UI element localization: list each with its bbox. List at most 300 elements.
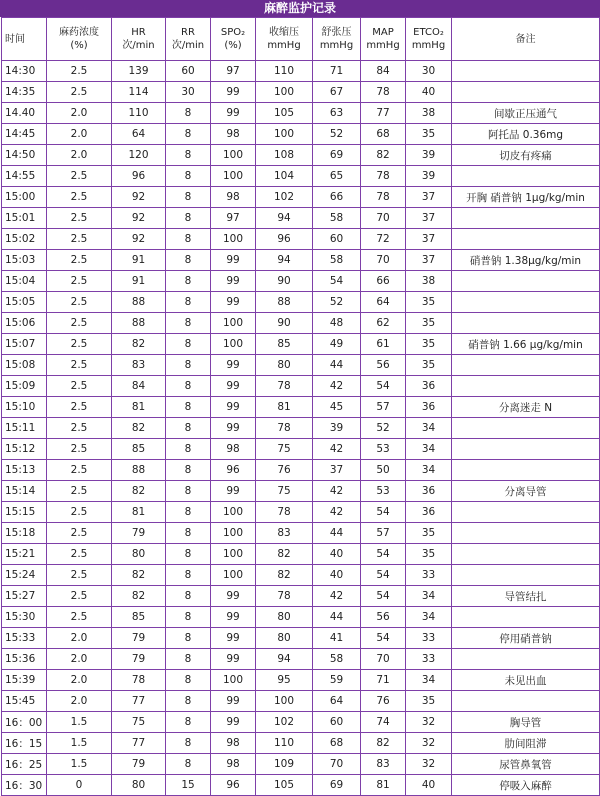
cell-spo2: 99 (211, 628, 256, 649)
cell-note: 分离迷走 N (452, 397, 600, 418)
cell-heart-rate: 77 (112, 733, 166, 754)
cell-heart-rate: 80 (112, 775, 166, 796)
cell-mean-arterial-pressure: 56 (361, 607, 406, 628)
cell-time: 15:10 (2, 397, 47, 418)
table-row (2, 775, 600, 796)
cell-diastolic-pressure: 42 (313, 586, 361, 607)
cell-anesthetic-concentration: 2.5 (47, 418, 112, 439)
cell-heart-rate: 80 (112, 544, 166, 565)
cell-note: 导管结扎 (452, 586, 600, 607)
table-row (2, 187, 600, 208)
cell-systolic-pressure: 102 (256, 712, 313, 733)
cell-respiratory-rate: 60 (166, 61, 211, 82)
cell-time: 15:09 (2, 376, 47, 397)
cell-time: 14.40 (2, 103, 47, 124)
header-anesthetic-concentration-line: (%) (70, 40, 88, 51)
cell-heart-rate: 88 (112, 313, 166, 334)
cell-mean-arterial-pressure: 53 (361, 481, 406, 502)
cell-mean-arterial-pressure: 71 (361, 670, 406, 691)
cell-anesthetic-concentration: 1.5 (47, 733, 112, 754)
cell-time: 15:11 (2, 418, 47, 439)
cell-mean-arterial-pressure: 82 (361, 733, 406, 754)
cell-time: 15:21 (2, 544, 47, 565)
cell-diastolic-pressure: 44 (313, 355, 361, 376)
cell-etco2: 35 (406, 691, 452, 712)
monitoring-table (1, 17, 600, 796)
table-row (2, 565, 600, 586)
cell-time: 15:30 (2, 607, 47, 628)
cell-anesthetic-concentration: 2.5 (47, 271, 112, 292)
cell-respiratory-rate: 8 (166, 229, 211, 250)
cell-respiratory-rate: 8 (166, 544, 211, 565)
cell-spo2: 99 (211, 607, 256, 628)
cell-etco2: 34 (406, 670, 452, 691)
cell-anesthetic-concentration: 2.5 (47, 502, 112, 523)
cell-respiratory-rate: 8 (166, 691, 211, 712)
cell-systolic-pressure: 102 (256, 187, 313, 208)
cell-diastolic-pressure: 52 (313, 292, 361, 313)
cell-heart-rate: 84 (112, 376, 166, 397)
cell-respiratory-rate: 8 (166, 250, 211, 271)
cell-heart-rate: 85 (112, 439, 166, 460)
cell-etco2: 33 (406, 628, 452, 649)
cell-mean-arterial-pressure: 76 (361, 691, 406, 712)
cell-heart-rate: 79 (112, 523, 166, 544)
cell-systolic-pressure: 83 (256, 523, 313, 544)
cell-note (452, 229, 600, 250)
cell-note (452, 376, 600, 397)
cell-diastolic-pressure: 66 (313, 187, 361, 208)
cell-heart-rate: 92 (112, 229, 166, 250)
cell-etco2: 36 (406, 397, 452, 418)
cell-diastolic-pressure: 70 (313, 754, 361, 775)
cell-note: 停用硝普钠 (452, 628, 600, 649)
cell-etco2: 40 (406, 775, 452, 796)
cell-spo2: 100 (211, 502, 256, 523)
cell-diastolic-pressure: 48 (313, 313, 361, 334)
cell-etco2: 35 (406, 124, 452, 145)
cell-respiratory-rate: 8 (166, 607, 211, 628)
cell-diastolic-pressure: 54 (313, 271, 361, 292)
table-row (2, 481, 600, 502)
cell-mean-arterial-pressure: 54 (361, 376, 406, 397)
cell-mean-arterial-pressure: 61 (361, 334, 406, 355)
cell-systolic-pressure: 105 (256, 103, 313, 124)
cell-time: 15:00 (2, 187, 47, 208)
cell-mean-arterial-pressure: 70 (361, 208, 406, 229)
cell-time: 15:06 (2, 313, 47, 334)
cell-diastolic-pressure: 42 (313, 439, 361, 460)
cell-time: 15:24 (2, 565, 47, 586)
cell-note (452, 418, 600, 439)
cell-respiratory-rate: 8 (166, 208, 211, 229)
table-row (2, 61, 600, 82)
table-row (2, 229, 600, 250)
cell-mean-arterial-pressure: 68 (361, 124, 406, 145)
cell-time: 14:35 (2, 82, 47, 103)
cell-time: 15:36 (2, 649, 47, 670)
cell-mean-arterial-pressure: 83 (361, 754, 406, 775)
cell-note: 未见出血 (452, 670, 600, 691)
cell-note: 停吸入麻醉 (452, 775, 600, 796)
cell-diastolic-pressure: 44 (313, 607, 361, 628)
header-respiratory-rate (166, 18, 211, 61)
cell-heart-rate: 79 (112, 628, 166, 649)
cell-diastolic-pressure: 67 (313, 82, 361, 103)
cell-anesthetic-concentration: 2.5 (47, 544, 112, 565)
cell-heart-rate: 114 (112, 82, 166, 103)
cell-time: 15:15 (2, 502, 47, 523)
cell-anesthetic-concentration: 2.5 (47, 565, 112, 586)
cell-mean-arterial-pressure: 54 (361, 586, 406, 607)
cell-respiratory-rate: 8 (166, 313, 211, 334)
cell-note: 切皮有疼痛 (452, 145, 600, 166)
cell-diastolic-pressure: 39 (313, 418, 361, 439)
cell-diastolic-pressure: 45 (313, 397, 361, 418)
cell-anesthetic-concentration: 2.5 (47, 313, 112, 334)
cell-etco2: 35 (406, 544, 452, 565)
table-row (2, 376, 600, 397)
cell-time: 14:30 (2, 61, 47, 82)
cell-anesthetic-concentration: 2.5 (47, 586, 112, 607)
cell-mean-arterial-pressure: 50 (361, 460, 406, 481)
cell-respiratory-rate: 8 (166, 523, 211, 544)
cell-diastolic-pressure: 60 (313, 712, 361, 733)
cell-etco2: 35 (406, 523, 452, 544)
cell-diastolic-pressure: 42 (313, 502, 361, 523)
cell-mean-arterial-pressure: 57 (361, 523, 406, 544)
cell-systolic-pressure: 110 (256, 61, 313, 82)
cell-respiratory-rate: 8 (166, 754, 211, 775)
cell-heart-rate: 64 (112, 124, 166, 145)
cell-note (452, 313, 600, 334)
cell-respiratory-rate: 8 (166, 628, 211, 649)
table-row (2, 754, 600, 775)
cell-spo2: 100 (211, 334, 256, 355)
table-row (2, 628, 600, 649)
cell-diastolic-pressure: 68 (313, 733, 361, 754)
cell-respiratory-rate: 8 (166, 649, 211, 670)
cell-respiratory-rate: 8 (166, 565, 211, 586)
cell-spo2: 98 (211, 187, 256, 208)
cell-etco2: 35 (406, 292, 452, 313)
table-row (2, 649, 600, 670)
cell-anesthetic-concentration: 2.5 (47, 250, 112, 271)
cell-mean-arterial-pressure: 62 (361, 313, 406, 334)
table-row (2, 460, 600, 481)
cell-anesthetic-concentration: 2.5 (47, 187, 112, 208)
cell-systolic-pressure: 94 (256, 250, 313, 271)
cell-heart-rate: 82 (112, 565, 166, 586)
header-anesthetic-concentration (47, 18, 112, 61)
table-row (2, 607, 600, 628)
cell-anesthetic-concentration: 2.5 (47, 334, 112, 355)
cell-spo2: 99 (211, 586, 256, 607)
cell-time: 15:39 (2, 670, 47, 691)
cell-respiratory-rate: 8 (166, 586, 211, 607)
cell-note (452, 565, 600, 586)
cell-note (452, 355, 600, 376)
header-systolic-pressure (256, 18, 313, 61)
cell-note (452, 691, 600, 712)
cell-heart-rate: 79 (112, 649, 166, 670)
cell-heart-rate: 92 (112, 208, 166, 229)
cell-diastolic-pressure: 52 (313, 124, 361, 145)
cell-heart-rate: 91 (112, 271, 166, 292)
cell-etco2: 34 (406, 418, 452, 439)
cell-spo2: 99 (211, 691, 256, 712)
cell-etco2: 37 (406, 208, 452, 229)
cell-respiratory-rate: 15 (166, 775, 211, 796)
cell-heart-rate: 110 (112, 103, 166, 124)
cell-note: 阿托品 0.36mg (452, 124, 600, 145)
cell-systolic-pressure: 80 (256, 628, 313, 649)
cell-mean-arterial-pressure: 53 (361, 439, 406, 460)
cell-diastolic-pressure: 71 (313, 61, 361, 82)
header-note-line: 备注 (515, 33, 536, 45)
cell-etco2: 33 (406, 565, 452, 586)
cell-systolic-pressure: 85 (256, 334, 313, 355)
cell-etco2: 39 (406, 145, 452, 166)
cell-heart-rate: 82 (112, 586, 166, 607)
cell-anesthetic-concentration: 2.5 (47, 397, 112, 418)
cell-systolic-pressure: 76 (256, 460, 313, 481)
cell-mean-arterial-pressure: 54 (361, 628, 406, 649)
header-time (2, 18, 47, 61)
cell-spo2: 99 (211, 397, 256, 418)
table-row (2, 670, 600, 691)
cell-mean-arterial-pressure: 54 (361, 565, 406, 586)
header-etco2-line: mmHg (411, 40, 446, 51)
cell-note (452, 649, 600, 670)
cell-note (452, 208, 600, 229)
cell-etco2: 38 (406, 271, 452, 292)
cell-heart-rate: 78 (112, 670, 166, 691)
table-row (2, 733, 600, 754)
cell-etco2: 37 (406, 250, 452, 271)
cell-anesthetic-concentration: 1.5 (47, 712, 112, 733)
cell-systolic-pressure: 109 (256, 754, 313, 775)
table-row (2, 145, 600, 166)
cell-spo2: 98 (211, 439, 256, 460)
cell-respiratory-rate: 8 (166, 166, 211, 187)
cell-systolic-pressure: 82 (256, 565, 313, 586)
cell-respiratory-rate: 8 (166, 397, 211, 418)
cell-etco2: 30 (406, 61, 452, 82)
cell-systolic-pressure: 78 (256, 376, 313, 397)
cell-respiratory-rate: 8 (166, 271, 211, 292)
cell-spo2: 97 (211, 61, 256, 82)
cell-spo2: 99 (211, 271, 256, 292)
cell-systolic-pressure: 90 (256, 271, 313, 292)
table-row (2, 313, 600, 334)
table-row (2, 397, 600, 418)
cell-spo2: 99 (211, 250, 256, 271)
cell-systolic-pressure: 80 (256, 607, 313, 628)
cell-systolic-pressure: 78 (256, 586, 313, 607)
cell-spo2: 100 (211, 544, 256, 565)
table-body (2, 61, 600, 796)
cell-heart-rate: 85 (112, 607, 166, 628)
cell-time: 15:33 (2, 628, 47, 649)
cell-heart-rate: 82 (112, 418, 166, 439)
cell-respiratory-rate: 8 (166, 670, 211, 691)
table-row (2, 271, 600, 292)
cell-mean-arterial-pressure: 81 (361, 775, 406, 796)
cell-respiratory-rate: 8 (166, 460, 211, 481)
cell-anesthetic-concentration: 2.5 (47, 292, 112, 313)
table-row (2, 586, 600, 607)
cell-systolic-pressure: 88 (256, 292, 313, 313)
cell-systolic-pressure: 110 (256, 733, 313, 754)
cell-etco2: 37 (406, 229, 452, 250)
cell-note (452, 271, 600, 292)
header-etco2-line: ETCO₂ (413, 27, 444, 38)
cell-etco2: 33 (406, 649, 452, 670)
header-spo2 (211, 18, 256, 61)
cell-spo2: 96 (211, 460, 256, 481)
cell-diastolic-pressure: 49 (313, 334, 361, 355)
cell-anesthetic-concentration: 0 (47, 775, 112, 796)
cell-time: 15:12 (2, 439, 47, 460)
cell-mean-arterial-pressure: 54 (361, 502, 406, 523)
cell-note (452, 460, 600, 481)
table-row (2, 544, 600, 565)
header-mean-arterial-pressure (361, 18, 406, 61)
cell-mean-arterial-pressure: 66 (361, 271, 406, 292)
header-note (452, 18, 600, 61)
cell-respiratory-rate: 8 (166, 502, 211, 523)
cell-note: 胸导管 (452, 712, 600, 733)
cell-etco2: 39 (406, 166, 452, 187)
cell-etco2: 35 (406, 355, 452, 376)
cell-respiratory-rate: 8 (166, 712, 211, 733)
cell-anesthetic-concentration: 2.5 (47, 166, 112, 187)
header-mean-arterial-pressure-line: MAP (372, 27, 394, 38)
cell-note: 尿管鼻氧管 (452, 754, 600, 775)
cell-heart-rate: 82 (112, 334, 166, 355)
cell-heart-rate: 120 (112, 145, 166, 166)
cell-etco2: 34 (406, 439, 452, 460)
cell-note: 分离导管 (452, 481, 600, 502)
cell-note (452, 523, 600, 544)
cell-etco2: 37 (406, 187, 452, 208)
cell-heart-rate: 88 (112, 292, 166, 313)
cell-heart-rate: 79 (112, 754, 166, 775)
cell-anesthetic-concentration: 2.0 (47, 670, 112, 691)
header-diastolic-pressure-line: 舒张压 (321, 27, 352, 38)
table-row (2, 103, 600, 124)
cell-diastolic-pressure: 40 (313, 544, 361, 565)
cell-spo2: 98 (211, 124, 256, 145)
cell-diastolic-pressure: 41 (313, 628, 361, 649)
cell-anesthetic-concentration: 2.0 (47, 124, 112, 145)
cell-diastolic-pressure: 60 (313, 229, 361, 250)
cell-time: 15:02 (2, 229, 47, 250)
cell-respiratory-rate: 8 (166, 292, 211, 313)
header-respiratory-rate-line: RR (181, 27, 195, 38)
cell-mean-arterial-pressure: 52 (361, 418, 406, 439)
cell-note: 开胸 硝普钠 1μg/kg/min (452, 187, 600, 208)
cell-note (452, 502, 600, 523)
cell-anesthetic-concentration: 2.5 (47, 439, 112, 460)
table-row (2, 208, 600, 229)
cell-time: 16：25 (2, 754, 47, 775)
cell-time: 16：00 (2, 712, 47, 733)
cell-spo2: 99 (211, 82, 256, 103)
cell-spo2: 97 (211, 208, 256, 229)
cell-diastolic-pressure: 58 (313, 250, 361, 271)
cell-spo2: 100 (211, 166, 256, 187)
cell-heart-rate: 96 (112, 166, 166, 187)
cell-systolic-pressure: 78 (256, 502, 313, 523)
cell-etco2: 34 (406, 607, 452, 628)
cell-mean-arterial-pressure: 54 (361, 544, 406, 565)
cell-heart-rate: 91 (112, 250, 166, 271)
cell-heart-rate: 82 (112, 481, 166, 502)
cell-mean-arterial-pressure: 56 (361, 355, 406, 376)
cell-note: 硝普钠 1.66 μg/kg/min (452, 334, 600, 355)
table-row (2, 355, 600, 376)
cell-time: 14:45 (2, 124, 47, 145)
cell-etco2: 32 (406, 712, 452, 733)
cell-spo2: 100 (211, 523, 256, 544)
header-anesthetic-concentration-line: 麻药浓度 (59, 27, 99, 38)
table-row (2, 523, 600, 544)
cell-note: 间歇正压通气 (452, 103, 600, 124)
cell-respiratory-rate: 8 (166, 376, 211, 397)
cell-diastolic-pressure: 58 (313, 208, 361, 229)
cell-anesthetic-concentration: 2.5 (47, 355, 112, 376)
cell-anesthetic-concentration: 2.0 (47, 145, 112, 166)
cell-systolic-pressure: 104 (256, 166, 313, 187)
cell-spo2: 99 (211, 481, 256, 502)
cell-mean-arterial-pressure: 82 (361, 145, 406, 166)
cell-diastolic-pressure: 69 (313, 145, 361, 166)
cell-systolic-pressure: 105 (256, 775, 313, 796)
cell-time: 15:05 (2, 292, 47, 313)
cell-time: 15:45 (2, 691, 47, 712)
cell-etco2: 35 (406, 313, 452, 334)
cell-respiratory-rate: 8 (166, 733, 211, 754)
header-heart-rate-line: 次/min (122, 40, 155, 51)
table-row (2, 250, 600, 271)
cell-spo2: 99 (211, 418, 256, 439)
header-etco2 (406, 18, 452, 61)
cell-systolic-pressure: 75 (256, 481, 313, 502)
cell-systolic-pressure: 100 (256, 82, 313, 103)
cell-respiratory-rate: 8 (166, 418, 211, 439)
cell-respiratory-rate: 8 (166, 124, 211, 145)
header-row (2, 18, 600, 61)
cell-respiratory-rate: 8 (166, 481, 211, 502)
cell-anesthetic-concentration: 2.5 (47, 208, 112, 229)
header-respiratory-rate-line: 次/min (171, 40, 205, 51)
cell-spo2: 98 (211, 754, 256, 775)
cell-time: 15:08 (2, 355, 47, 376)
cell-note (452, 166, 600, 187)
cell-time: 15:04 (2, 271, 47, 292)
cell-systolic-pressure: 80 (256, 355, 313, 376)
cell-diastolic-pressure: 42 (313, 376, 361, 397)
cell-diastolic-pressure: 59 (313, 670, 361, 691)
cell-anesthetic-concentration: 2.5 (47, 61, 112, 82)
cell-time: 15:14 (2, 481, 47, 502)
cell-mean-arterial-pressure: 70 (361, 250, 406, 271)
cell-time: 15:13 (2, 460, 47, 481)
cell-anesthetic-concentration: 1.5 (47, 754, 112, 775)
cell-respiratory-rate: 8 (166, 439, 211, 460)
